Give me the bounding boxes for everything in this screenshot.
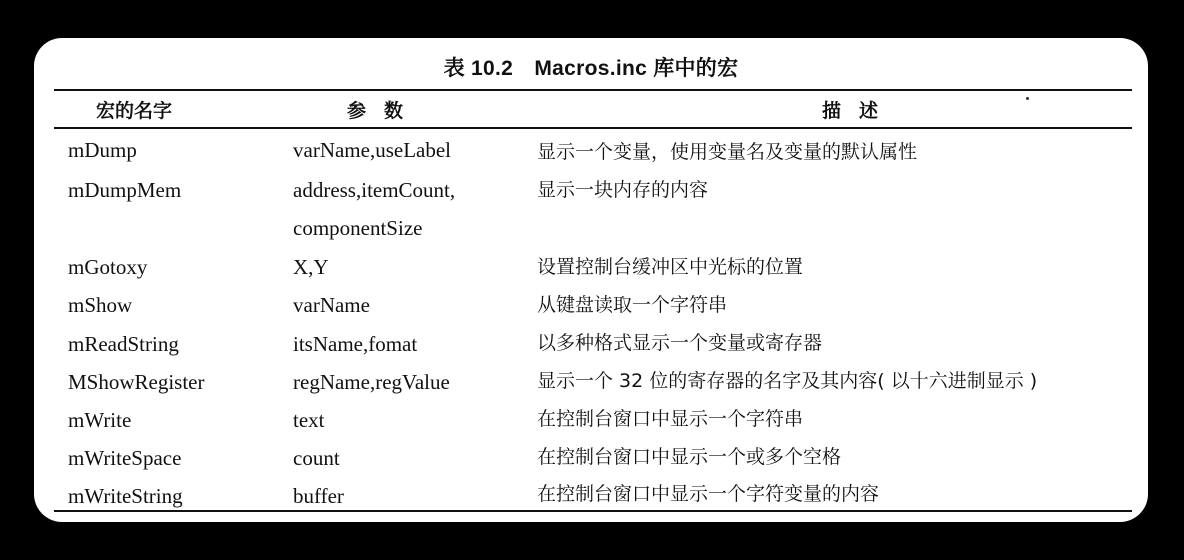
- row-macro-name: mWrite: [68, 408, 132, 432]
- row-params: componentSize: [293, 216, 423, 240]
- header-rule: [54, 127, 1132, 129]
- row-macro-name: mGotoxy: [68, 255, 148, 279]
- bottom-rule: [54, 510, 1132, 512]
- row-macro-name: MShowRegister: [68, 370, 205, 394]
- row-params: itsName,fomat: [293, 332, 418, 356]
- row-params: buffer: [293, 484, 344, 508]
- row-description: 以多种格式显示一个变量或寄存器: [537, 332, 823, 354]
- row-description: 在控制台窗口中显示一个或多个空格: [537, 446, 842, 468]
- table-card: [34, 38, 1148, 522]
- table-caption: 表 10.2 Macros.inc 库中的宏: [443, 57, 739, 80]
- row-macro-name: mWriteString: [68, 484, 183, 508]
- row-params: text: [293, 408, 325, 432]
- row-params: address,itemCount,: [293, 178, 456, 202]
- row-macro-name: mShow: [68, 293, 133, 317]
- row-params: varName,useLabel: [293, 138, 452, 162]
- header-params: 参数: [347, 100, 422, 122]
- row-macro-name: mDump: [68, 138, 137, 162]
- row-description: 在控制台窗口中显示一个字符串: [537, 408, 804, 430]
- row-params: varName: [293, 293, 370, 317]
- row-description: 显示一个 32 位的寄存器的名字及其内容( 以十六进制显示 ): [537, 370, 1038, 392]
- row-description: 显示一块内存的内容: [537, 179, 709, 201]
- top-rule: [54, 89, 1132, 91]
- row-macro-name: mReadString: [68, 332, 179, 356]
- row-description: 在控制台窗口中显示一个字符变量的内容: [537, 483, 880, 505]
- row-params: count: [293, 446, 340, 470]
- row-macro-name: mWriteSpace: [68, 446, 182, 470]
- row-description: 显示一个变量，使用变量名及变量的默认属性: [537, 141, 918, 163]
- scan-speck: [1026, 97, 1029, 100]
- row-description: 设置控制台缓冲区中光标的位置: [537, 256, 804, 278]
- row-params: regName,regValue: [293, 370, 450, 394]
- row-params: X,Y: [293, 255, 329, 279]
- header-description: 描述: [822, 100, 897, 122]
- row-macro-name: mDumpMem: [68, 178, 182, 202]
- row-description: 从键盘读取一个字符串: [537, 294, 728, 316]
- header-macro-name: 宏的名字: [96, 100, 173, 122]
